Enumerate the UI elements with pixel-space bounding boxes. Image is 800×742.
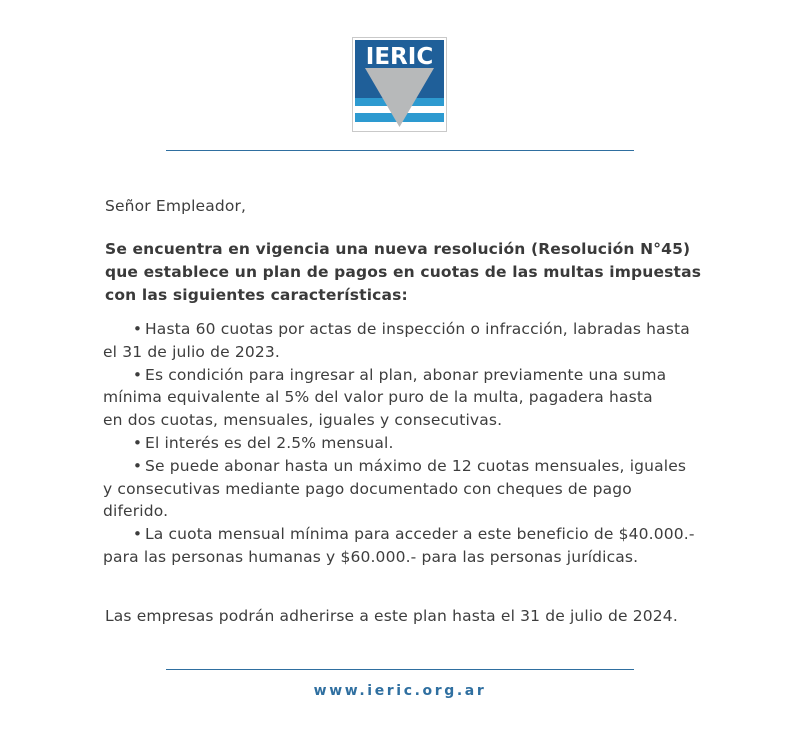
list-item-text: mínima equivalente al 5% del valor puro de la multa, pagadera hasta [103, 388, 653, 407]
list-item [103, 455, 730, 523]
bullet-icon: • [132, 320, 143, 338]
bullet-icon: • [132, 525, 143, 544]
bullet-icon: • [132, 456, 143, 475]
list-item-text: en dos cuotas, mensuales, iguales y consecutivas. [103, 411, 503, 430]
list-item [103, 318, 730, 364]
list-item-line [103, 341, 730, 364]
closing-paragraph: Las empresas podrán adherirse a este plan hasta el 31 de julio de 2024. [105, 607, 678, 625]
ieric-logo [352, 37, 447, 132]
list-item-line [128, 432, 730, 455]
list-item-line [103, 386, 730, 409]
intro-paragraph: Se encuentra en vigencia una nueva resolución (Resolución N°45) que establece un plan de pagos en cuotas de las multas impuestas con las siguientes características: [105, 240, 702, 304]
list-item-line [128, 455, 730, 478]
bottom-divider [166, 669, 634, 670]
bullet-icon: • [132, 433, 143, 452]
list-item [103, 523, 730, 569]
list-item-line [103, 409, 730, 432]
list-item-line [103, 546, 730, 569]
greeting: Señor Empleador, [105, 197, 247, 215]
list-item-text: El interés es del 2.5% mensual. [145, 433, 394, 452]
list-item-text: diferido. [103, 502, 169, 521]
list-item-line [128, 523, 730, 546]
characteristics-list [103, 318, 730, 569]
list-item-text: Hasta 60 cuotas por actas de inspección o infracción, labradas hasta [145, 320, 690, 338]
list-item-text: Se puede abonar hasta un máximo de 12 cuotas mensuales, iguales [145, 456, 687, 475]
logo-text: IERIC [365, 44, 434, 70]
list-item [130, 432, 730, 455]
list-item-text: el 31 de julio de 2023. [103, 342, 280, 361]
list-item-line [103, 478, 730, 501]
list-item-line [128, 364, 730, 387]
list-item-text: Es condición para ingresar al plan, abonar previamente una suma [145, 365, 667, 384]
list-item-text: para las personas humanas y $60.000.- para las personas jurídicas. [103, 547, 639, 566]
list-item-text: y consecutivas mediante pago documentado con cheques de pago [103, 479, 632, 498]
ieric-logo-mark [355, 40, 444, 129]
top-divider [166, 150, 634, 151]
list-item [103, 364, 730, 432]
list-item-line [103, 500, 730, 523]
list-item-text: La cuota mensual mínima para acceder a este beneficio de $40.000.- [145, 525, 695, 544]
bullet-icon: • [132, 365, 143, 384]
website-link[interactable]: www.ieric.org.ar [313, 683, 487, 699]
list-item-line [128, 318, 730, 341]
